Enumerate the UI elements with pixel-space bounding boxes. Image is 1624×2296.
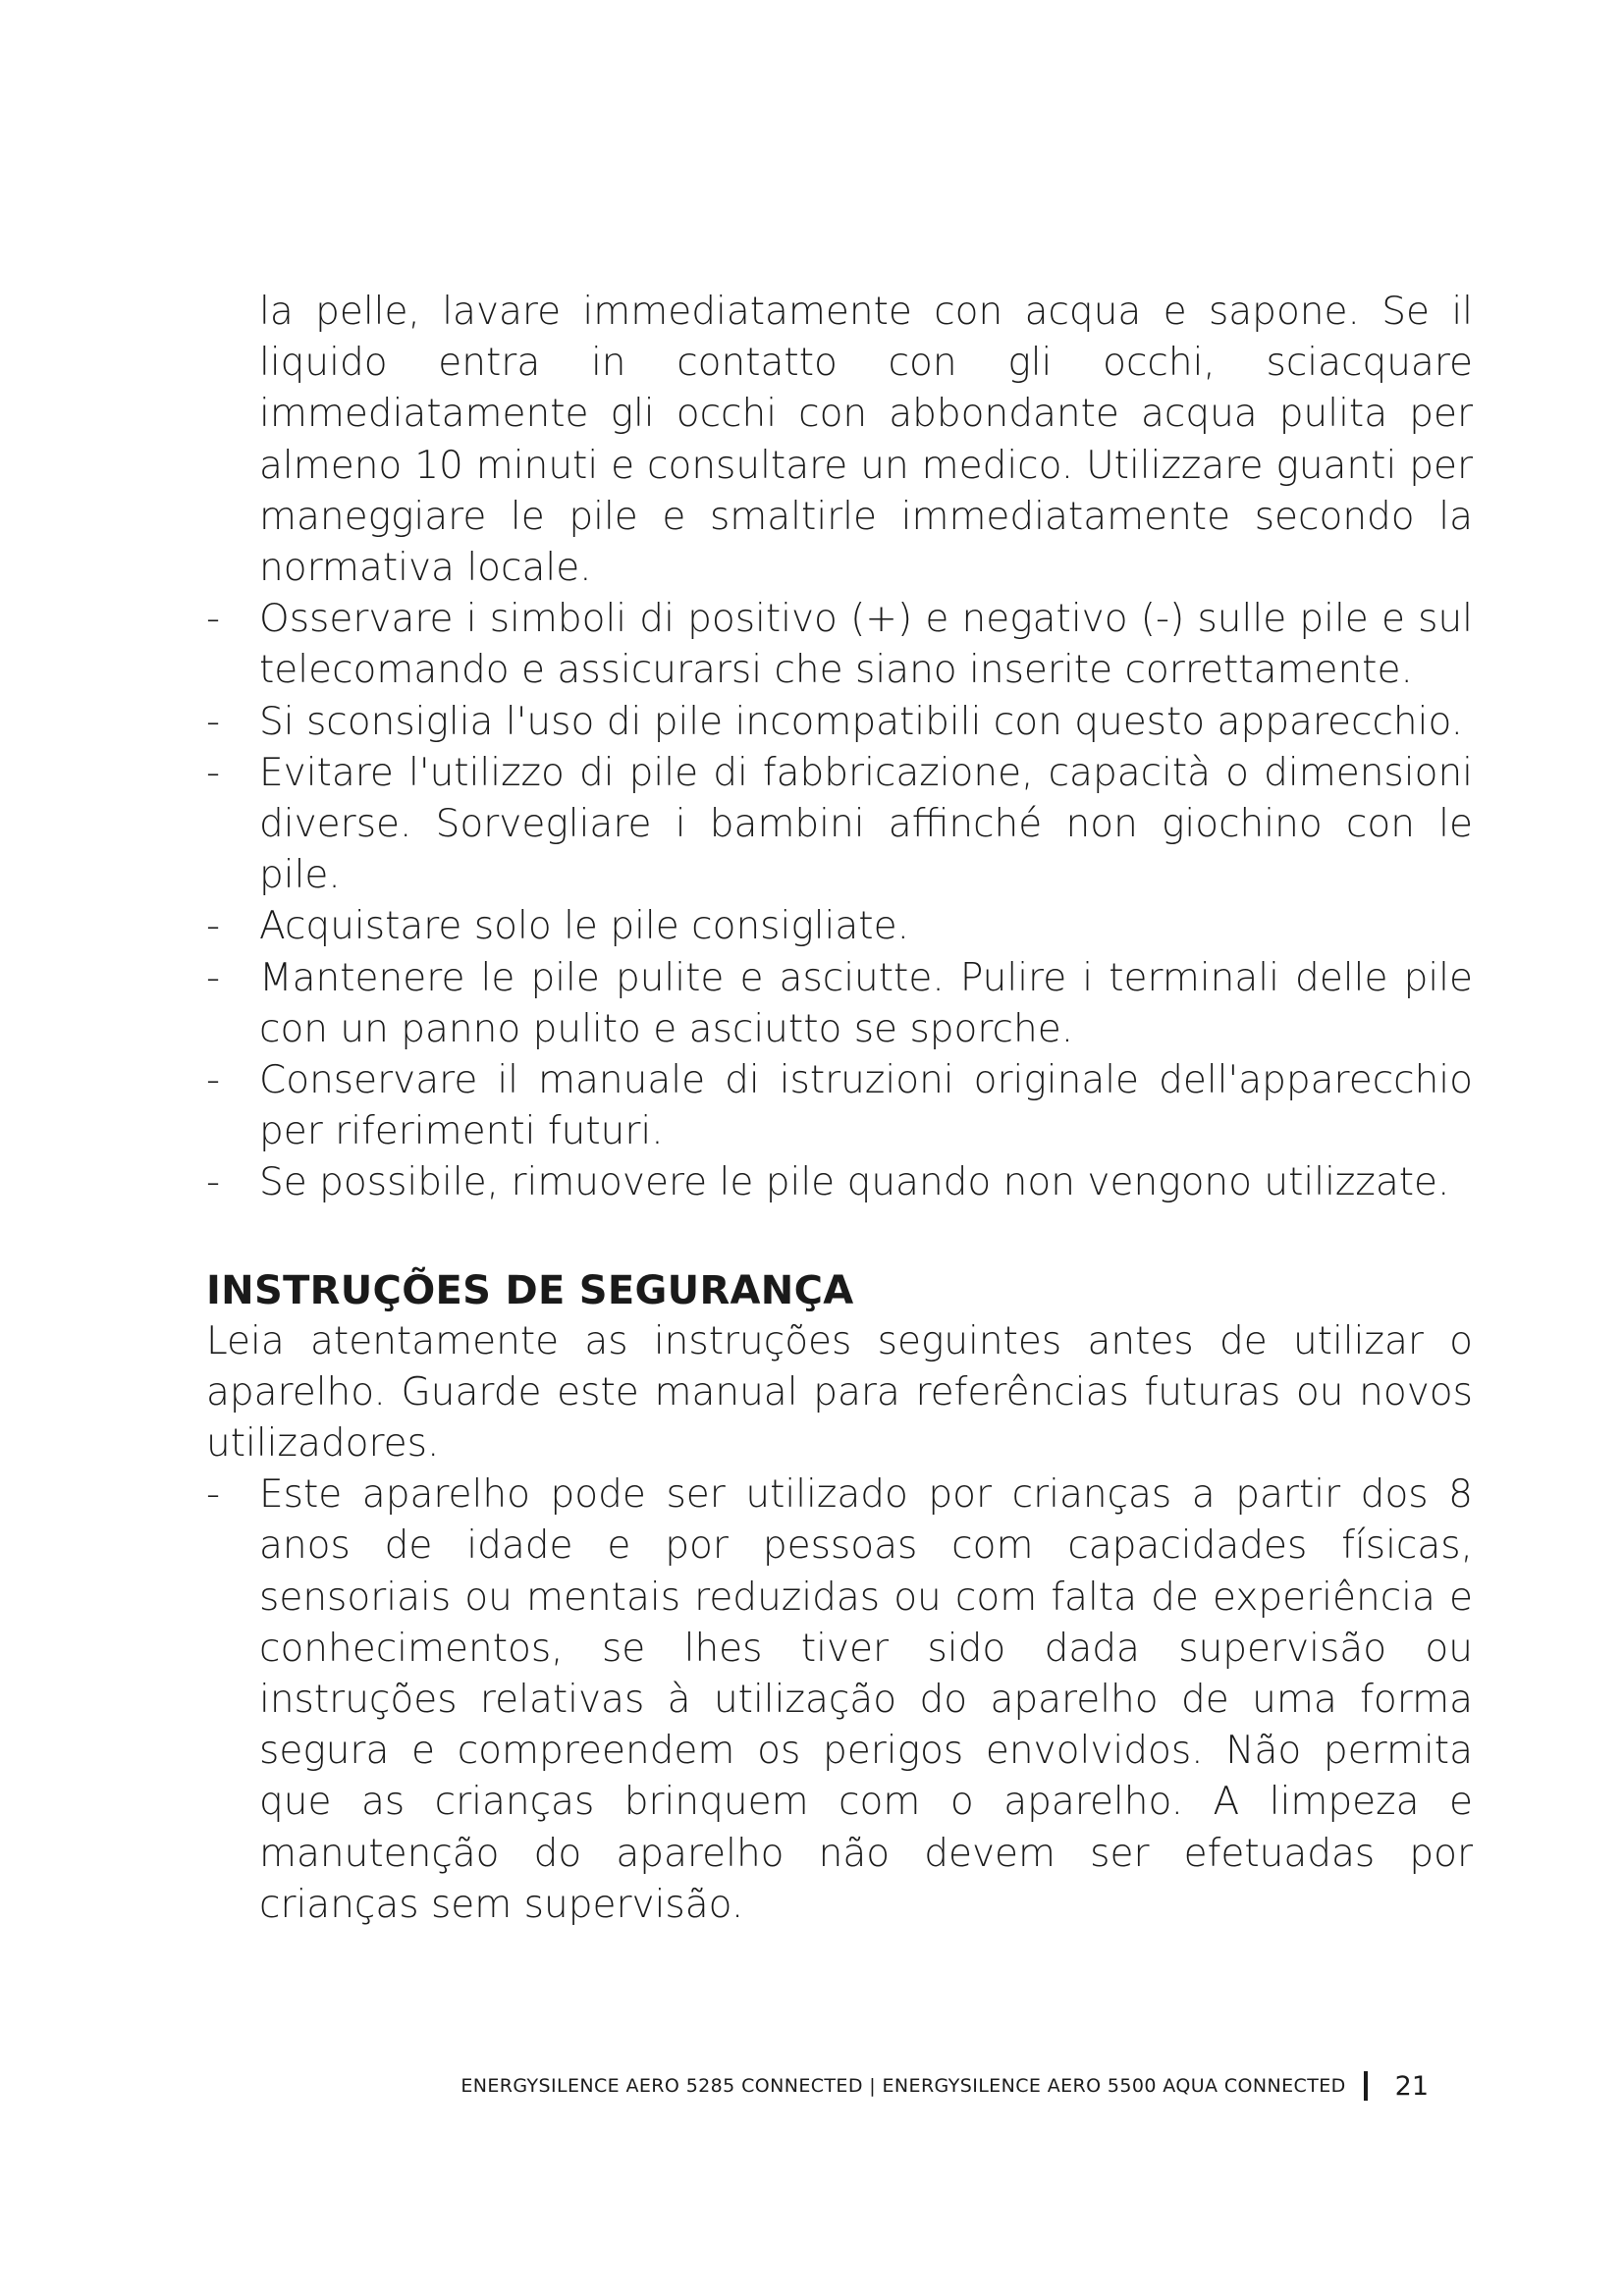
list-dash: -	[206, 904, 221, 949]
list-item-text: Mantenere le pile pulite e asciutte. Pulire i terminali delle pile con un panno pulito e asciutto se sporche.	[259, 955, 1473, 1051]
list-item	[206, 1055, 1473, 1157]
page-footer	[437, 2066, 1429, 2106]
list-dash: -	[206, 699, 221, 744]
list-dash: -	[206, 1472, 221, 1518]
list-item	[206, 594, 1473, 696]
list-dash: -	[206, 750, 221, 795]
list-item-text: Conservare il manuale di istruzioni originale dell'apparecchio per riferimenti futuri.	[259, 1058, 1473, 1154]
list-item-text: Osservare i simboli di positivo (+) e negativo (-) sulle pile e sul telecomando e assicurarsi che siano inserite correttamente.	[259, 597, 1473, 693]
footer-divider	[1364, 2071, 1368, 2101]
footer-product-title: ENERGYSILENCE AERO 5285 CONNECTED | ENERGYSILENCE AERO 5500 AQUA CONNECTED	[460, 2075, 1346, 2097]
italian-battery-list	[206, 594, 1473, 1208]
list-item-text: Se possibile, rimuovere le pile quando non vengono utilizzate.	[259, 1160, 1450, 1205]
list-item-text: Evitare l'utilizzo di pile di fabbricazione, capacità o dimensioni diverse. Sorvegliare i bambini affinché non giochino con le pile.	[259, 750, 1473, 898]
list-item	[206, 748, 1473, 902]
list-item	[206, 697, 1473, 748]
list-dash: -	[206, 1058, 221, 1103]
page-content	[206, 287, 1473, 1931]
list-item-text: Acquistare solo le pile consigliate.	[259, 904, 909, 949]
page-number: 21	[1394, 2070, 1429, 2102]
list-dash: -	[206, 597, 221, 642]
continuation-paragraph: la pelle, lavare immediatamente con acqua e sapone. Se il liquido entra in contatto con gli occhi, sciacquare immediatamente gli occhi con abbondante acqua pulita per almeno 10 minuti e consultare un medico. Utilizzare guanti per maneggiare le pile e smaltirle immediatamente secondo la normativa locale.	[259, 290, 1473, 591]
list-item-text: Si sconsiglia l'uso di pile incompatibili con questo apparecchio.	[259, 699, 1464, 744]
section-intro: Leia atentamente as instruções seguintes antes de utilizar o aparelho. Guarde este manual para referências futuras ou novos utilizadores.	[206, 1318, 1473, 1467]
portuguese-safety-list	[206, 1469, 1473, 1931]
list-item	[206, 901, 1473, 952]
list-item	[206, 1469, 1473, 1931]
list-item	[206, 1157, 1473, 1208]
list-item	[206, 953, 1473, 1055]
list-dash: -	[206, 1160, 221, 1205]
section-heading: INSTRUÇÕES DE SEGURANÇA	[206, 1267, 854, 1313]
list-dash: -	[206, 955, 221, 1000]
list-item-text: Este aparelho pode ser utilizado por crianças a partir dos 8 anos de idade e por pessoas com capacidades físicas, sensoriais ou mentais reduzidas ou com falta de experiência e conhecimentos, se lhes tiver sido dada supervisão ou instruções relativas à utilização do aparelho de uma forma segura e compreendem os perigos envolvidos. Não permita que as crianças brinquem com o aparelho. A limpeza e manutenção do aparelho não devem ser efetuadas por crianças sem supervisão.	[259, 1472, 1473, 1927]
